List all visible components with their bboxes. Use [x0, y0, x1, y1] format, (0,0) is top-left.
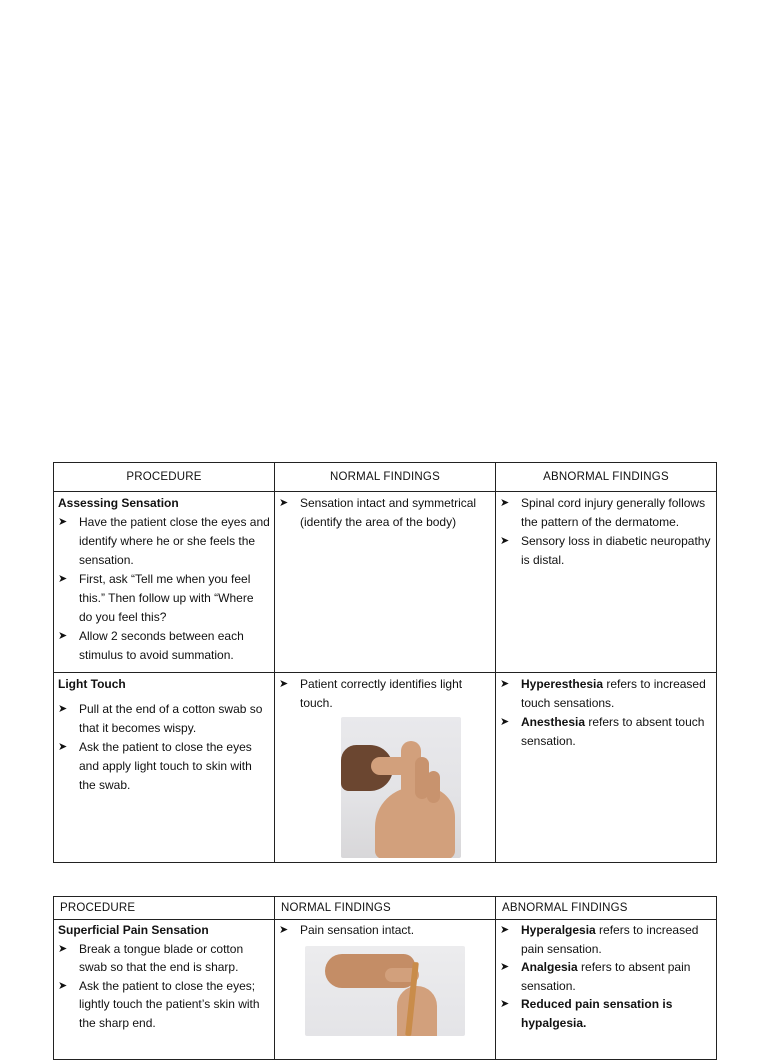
- abnormal-findings-cell: [496, 492, 717, 673]
- table-header-row: [54, 897, 717, 920]
- assessment-table-2: [53, 896, 717, 1060]
- pain-sensation-photo: [305, 946, 465, 1036]
- arrow-bullet-icon: ➤: [500, 961, 510, 973]
- arrow-bullet-icon: ➤: [500, 678, 510, 690]
- list-item: ➤ Sensory loss in diabetic neuropathy is distal.: [500, 534, 711, 567]
- arrow-bullet-icon: ➤: [279, 678, 289, 690]
- list-item: ➤ Pain sensation intact.: [279, 921, 491, 940]
- arrow-bullet-icon: ➤: [58, 703, 68, 715]
- list-item: ➤ Patient correctly identifies light touch.: [279, 677, 463, 710]
- arrow-bullet-icon: ➤: [500, 998, 510, 1010]
- header-procedure: PROCEDURE: [54, 897, 275, 920]
- arrow-bullet-icon: ➤: [58, 741, 68, 753]
- arrow-bullet-icon: ➤: [500, 535, 510, 547]
- list-item: ➤ Reduced pain sensation is hypalgesia.: [500, 997, 673, 1030]
- procedure-cell: [54, 920, 275, 1060]
- table-header-row: [54, 463, 717, 492]
- arrow-bullet-icon: ➤: [58, 516, 68, 528]
- normal-findings-cell: [275, 920, 496, 1060]
- header-normal-findings: NORMAL FINDINGS: [275, 897, 496, 920]
- abnormal-findings-cell: [496, 673, 717, 863]
- table-row: [54, 492, 717, 673]
- procedure-title: Superficial Pain Sensation: [58, 923, 209, 937]
- procedure-cell: [54, 673, 275, 863]
- arrow-bullet-icon: ➤: [500, 716, 510, 728]
- list-item: ➤ Ask the patient to close the eyes; lightly touch the patient’s skin with the sharp end.: [58, 978, 260, 1030]
- procedure-title: Assessing Sensation: [58, 496, 179, 510]
- list-item: ➤ Hyperesthesia refers to increased touch sensations.: [500, 677, 706, 710]
- procedure-title: Light Touch: [58, 677, 126, 691]
- list-item: ➤ Sensation intact and symmetrical (identify the area of the body): [279, 496, 477, 529]
- abnormal-findings-cell: [496, 920, 717, 1060]
- arrow-bullet-icon: ➤: [58, 630, 68, 642]
- list-item: ➤ Allow 2 seconds between each stimulus to avoid summation.: [58, 629, 244, 662]
- procedure-steps: [58, 513, 270, 665]
- list-item: ➤ Have the patient close the eyes and identify where he or she feels the sensation.: [58, 515, 270, 567]
- arrow-bullet-icon: ➤: [500, 924, 510, 936]
- normal-findings-cell: [275, 492, 496, 673]
- list-item: ➤ Ask the patient to close the eyes and apply light touch to skin with the swab.: [58, 740, 252, 792]
- list-item: ➤ First, ask “Tell me when you feel this.” Then follow up with “Where do you feel this?: [58, 572, 254, 624]
- table-row: [54, 673, 717, 863]
- header-abnormal-findings: ABNORMAL FINDINGS: [496, 897, 717, 920]
- procedure-cell: [54, 492, 275, 673]
- list-item: ➤ Analgesia refers to absent pain sensation.: [500, 960, 691, 993]
- arrow-bullet-icon: ➤: [279, 924, 289, 936]
- list-item: ➤ Break a tongue blade or cotton swab so that the end is sharp.: [58, 941, 244, 974]
- list-item: ➤ Pull at the end of a cotton swab so that it becomes wispy.: [58, 702, 263, 735]
- arrow-bullet-icon: ➤: [500, 497, 510, 509]
- arrow-bullet-icon: ➤: [58, 942, 68, 955]
- light-touch-photo: [341, 717, 461, 858]
- arrow-bullet-icon: ➤: [58, 979, 68, 992]
- list-item: ➤ Hyperalgesia refers to increased pain sensation.: [500, 923, 699, 956]
- table-row: [54, 920, 717, 1060]
- list-item: ➤ Spinal cord injury generally follows the pattern of the dermatome.: [500, 496, 706, 529]
- arrow-bullet-icon: ➤: [279, 497, 289, 509]
- header-procedure: PROCEDURE: [54, 463, 275, 492]
- procedure-steps: [58, 700, 270, 795]
- header-abnormal-findings: ABNORMAL FINDINGS: [496, 463, 717, 492]
- arrow-bullet-icon: ➤: [58, 573, 68, 585]
- procedure-steps: [58, 940, 270, 1033]
- normal-findings-cell: [275, 673, 496, 863]
- header-normal-findings: NORMAL FINDINGS: [275, 463, 496, 492]
- list-item: ➤ Anesthesia refers to absent touch sensation.: [500, 715, 705, 748]
- assessment-table-1: [53, 462, 717, 863]
